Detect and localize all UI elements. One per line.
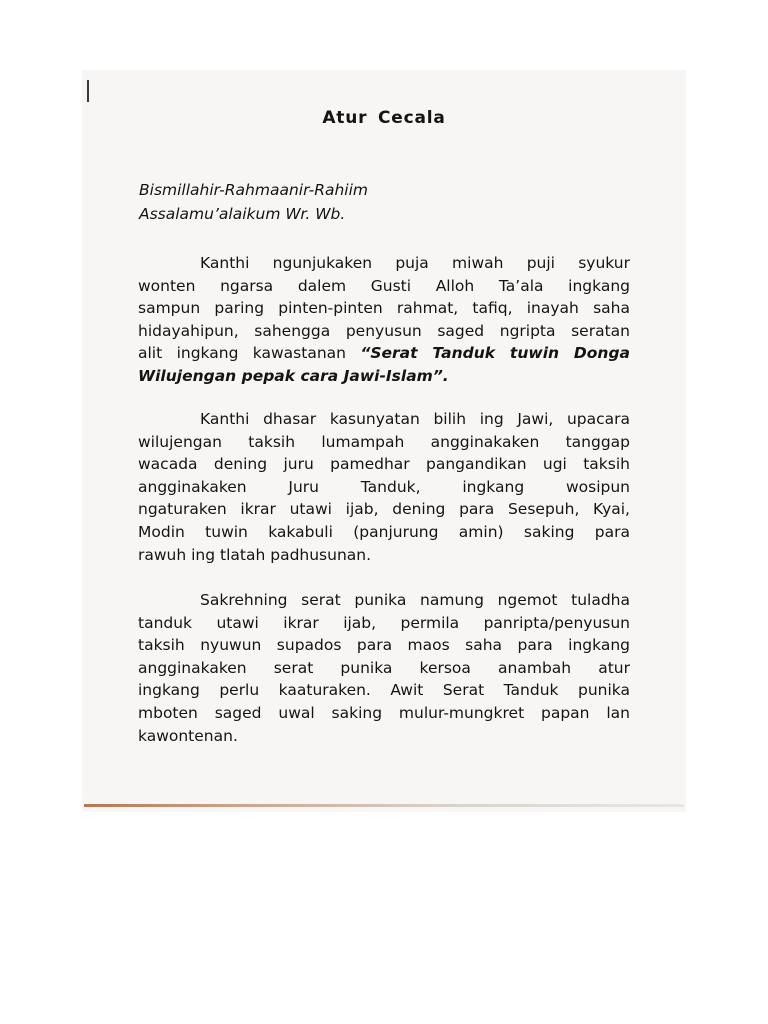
paragraph-1-line: hidayahipun, sahengga penyusun saged ngripta seratan (138, 321, 630, 340)
scan-bottom-edge (84, 804, 684, 807)
paragraph-2-line: rawuh ing tlatah padhusunan. (138, 545, 372, 564)
paragraph-3-line: taksih nyuwun supados para maos saha para ingkang (138, 636, 630, 655)
scan-edge-mark (87, 80, 89, 102)
paragraph-2-line: Modin tuwin kakabuli (panjurung amin) saking para (138, 522, 630, 541)
paragraph-3-line: mboten saged uwal saking mulur-mungkret papan lan (138, 703, 630, 722)
paragraph-2-line: Kanthi dhasar kasunyatan bilih ing Jawi, upacara (200, 410, 630, 428)
paragraph-3 (138, 589, 630, 747)
book-title-part1: “Serat Tanduk tuwin Donga (360, 344, 630, 363)
paragraph-1-line (138, 342, 630, 365)
page-title: Atur Cecala (322, 108, 446, 128)
paragraph-2-line: wacada dening juru pamedhar pangandikan ugi taksih (138, 455, 630, 474)
paragraph-2-line: angginakaken Juru Tanduk, ingkang wosipun (138, 477, 630, 496)
paragraph-1-line: wonten ngarsa dalem Gusti Alloh Ta’ala ingkang (138, 276, 630, 295)
paragraph-1-line-prefix: alit ingkang kawastanan (138, 344, 361, 363)
greeting-bismillah: Bismillahir-Rahmaanir-Rahiim (139, 181, 369, 199)
book-title-part2: Wilujengan pepak cara Jawi-Islam”. (138, 366, 449, 385)
paragraph-2-line: ngaturaken ikrar utawi ijab, dening para Sesepuh, Kyai, (138, 500, 630, 519)
paragraph-1-line: sampun paring pinten-pinten rahmat, tafiq, inayah saha (138, 299, 630, 318)
paragraph-3-line: ingkang perlu kaaturaken. Awit Serat Tanduk punika (138, 681, 630, 700)
paragraph-1 (138, 252, 630, 388)
paragraph-3-line: angginakaken serat punika kersoa anambah atur (138, 658, 630, 677)
paragraph-3-line: kawontenan. (138, 726, 238, 745)
paragraph-3-line: Sakrehning serat punika namung ngemot tuladha (200, 591, 630, 609)
paragraph-2-line: wilujengan taksih lumampah angginakaken tanggap (138, 432, 630, 451)
greeting-salam: Assalamu’alaikum Wr. Wb. (139, 205, 346, 223)
paragraph-1-line: Kanthi ngunjukaken puja miwah puji syukur (200, 254, 630, 272)
paragraph-2 (138, 408, 630, 566)
paragraph-3-line: tanduk utawi ikrar ijab, permila panripta/penyusun (138, 613, 630, 632)
